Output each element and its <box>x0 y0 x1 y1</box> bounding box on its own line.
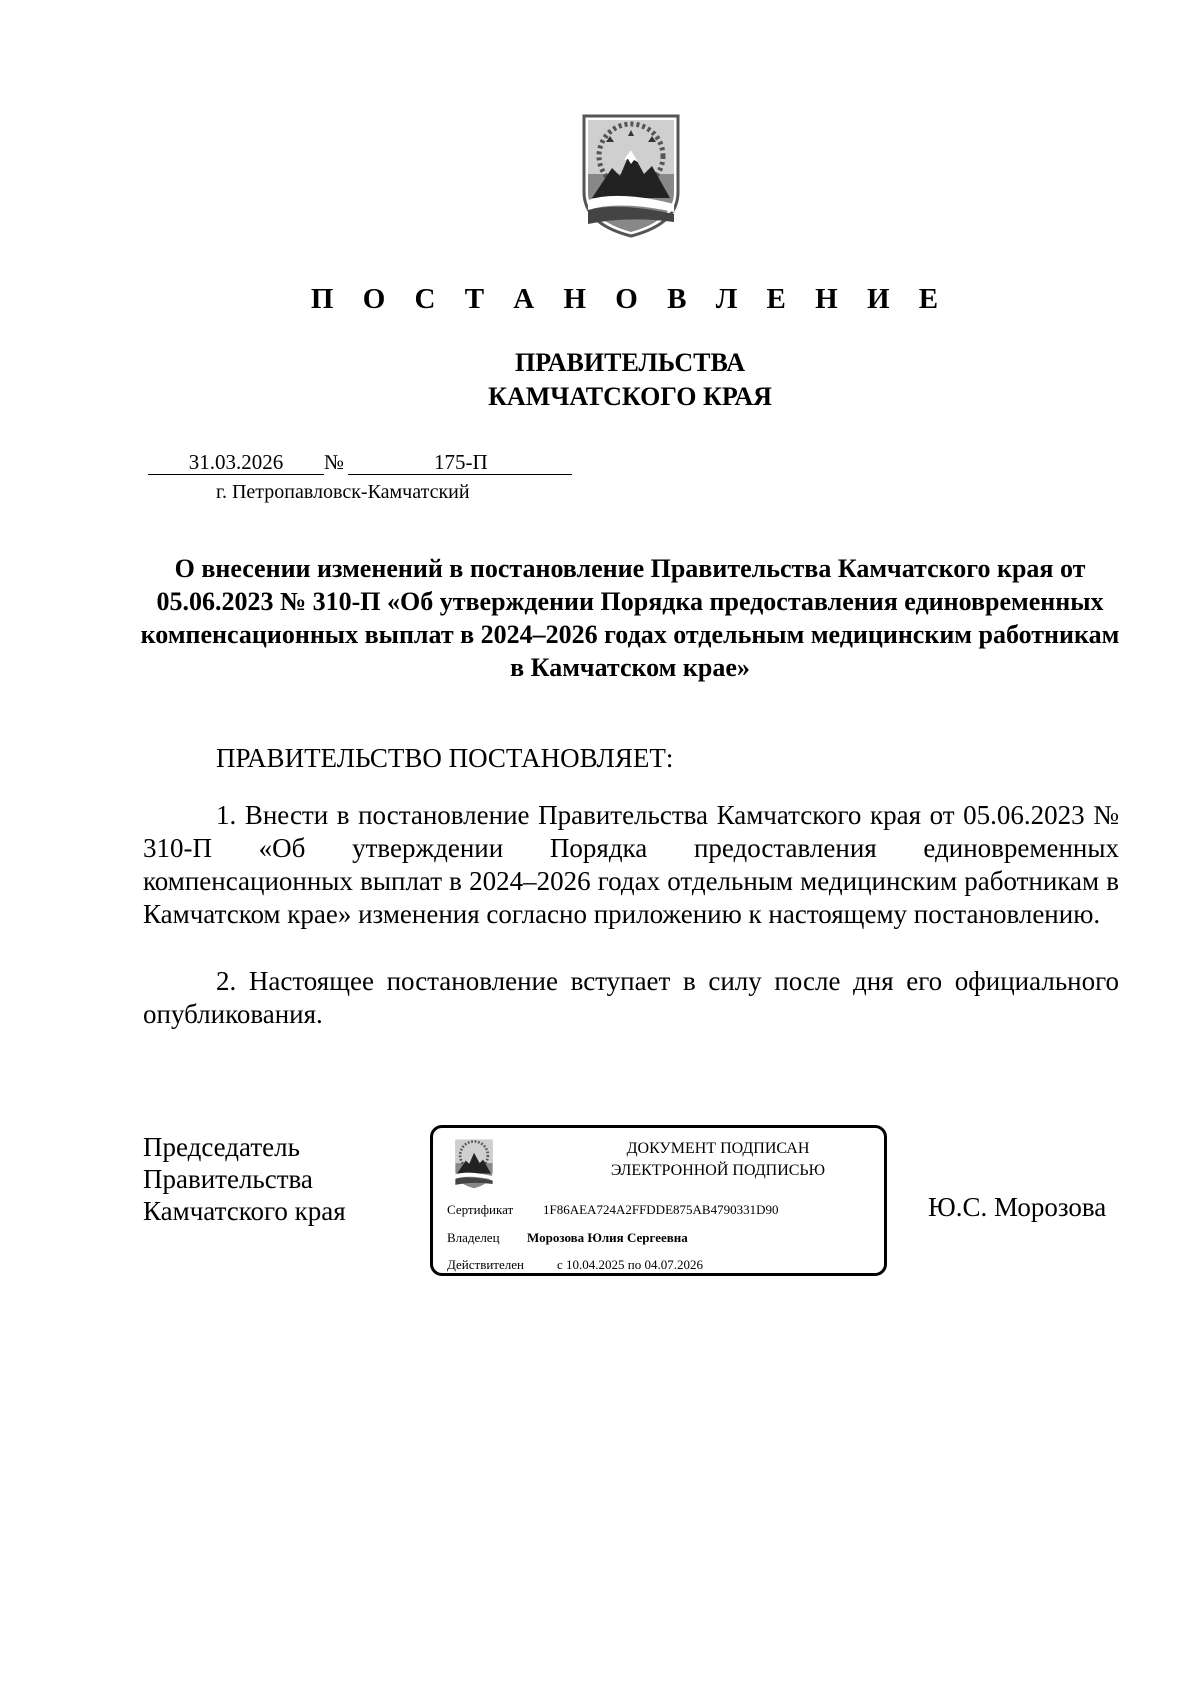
validity-value: с 10.04.2025 по 04.07.2026 <box>557 1257 703 1272</box>
document-number: 175-П <box>348 450 572 475</box>
document-type-title: П О С Т А Н О В Л Е Н И Е <box>310 283 950 315</box>
stamp-heading <box>553 1138 883 1182</box>
stamp-validity-row <box>447 1256 703 1274</box>
document-date: 31.03.2026 <box>148 450 324 475</box>
signer-position-line: Председатель <box>143 1132 300 1162</box>
signer-position <box>143 1131 346 1227</box>
stamp-label: Действителен <box>447 1257 524 1272</box>
decree-statement: ПРАВИТЕЛЬСТВО ПОСТАНОВЛЯЕТ: <box>216 743 674 773</box>
stamp-owner-row <box>447 1229 688 1247</box>
city-of-issue: г. Петропавловск-Камчатский <box>216 481 470 503</box>
coat-of-arms-icon <box>578 112 684 240</box>
stamp-certificate-row <box>447 1201 778 1219</box>
coat-of-arms-icon <box>451 1136 497 1192</box>
paragraph-1: 1. Внести в постановление Правительства Камчатского края от 05.06.2023 № 310-П «Об утверждении Порядка предоставления единовременных компенсационных выплат в 2024–2026 годах отдельным медицинским работникам в Камчатском крае» изменения согласно приложению к настоящему постановлению. <box>143 800 1119 929</box>
stamp-label: Сертификат <box>447 1202 514 1217</box>
signer-name: Ю.С. Морозова <box>928 1192 1107 1222</box>
electronic-signature-stamp <box>430 1125 887 1276</box>
stamp-label: Владелец <box>447 1230 500 1245</box>
stamp-heading-line: ЭЛЕКТРОННОЙ ПОДПИСЬЮ <box>610 1162 826 1179</box>
certificate-value: 1F86AEA724A2FFDDE875AB4790331D90 <box>543 1202 779 1217</box>
issuer-line-1: ПРАВИТЕЛЬСТВА <box>515 348 745 377</box>
issuer-line-2: КАМЧАТСКОГО КРАЯ <box>488 382 772 411</box>
signer-position-line: Камчатского края <box>143 1196 346 1226</box>
number-sign: № <box>324 450 345 474</box>
paragraph-2: 2. Настоящее постановление вступает в силу после дня его официального опубликования. <box>143 966 1119 1029</box>
signer-position-line: Правительства <box>143 1164 313 1194</box>
owner-value: Морозова Юлия Сергеевна <box>527 1230 688 1245</box>
stamp-heading-line: ДОКУМЕНТ ПОДПИСАН <box>626 1140 810 1157</box>
document-subject: О внесении изменений в постановление Правительства Камчатского края от 05.06.2023 № 310-П «Об утверждении Порядка предоставления единовременных компенсационных выплат в 2024–2026 годах отдельным медицинским работникам в Камчатском крае» <box>140 554 1120 682</box>
